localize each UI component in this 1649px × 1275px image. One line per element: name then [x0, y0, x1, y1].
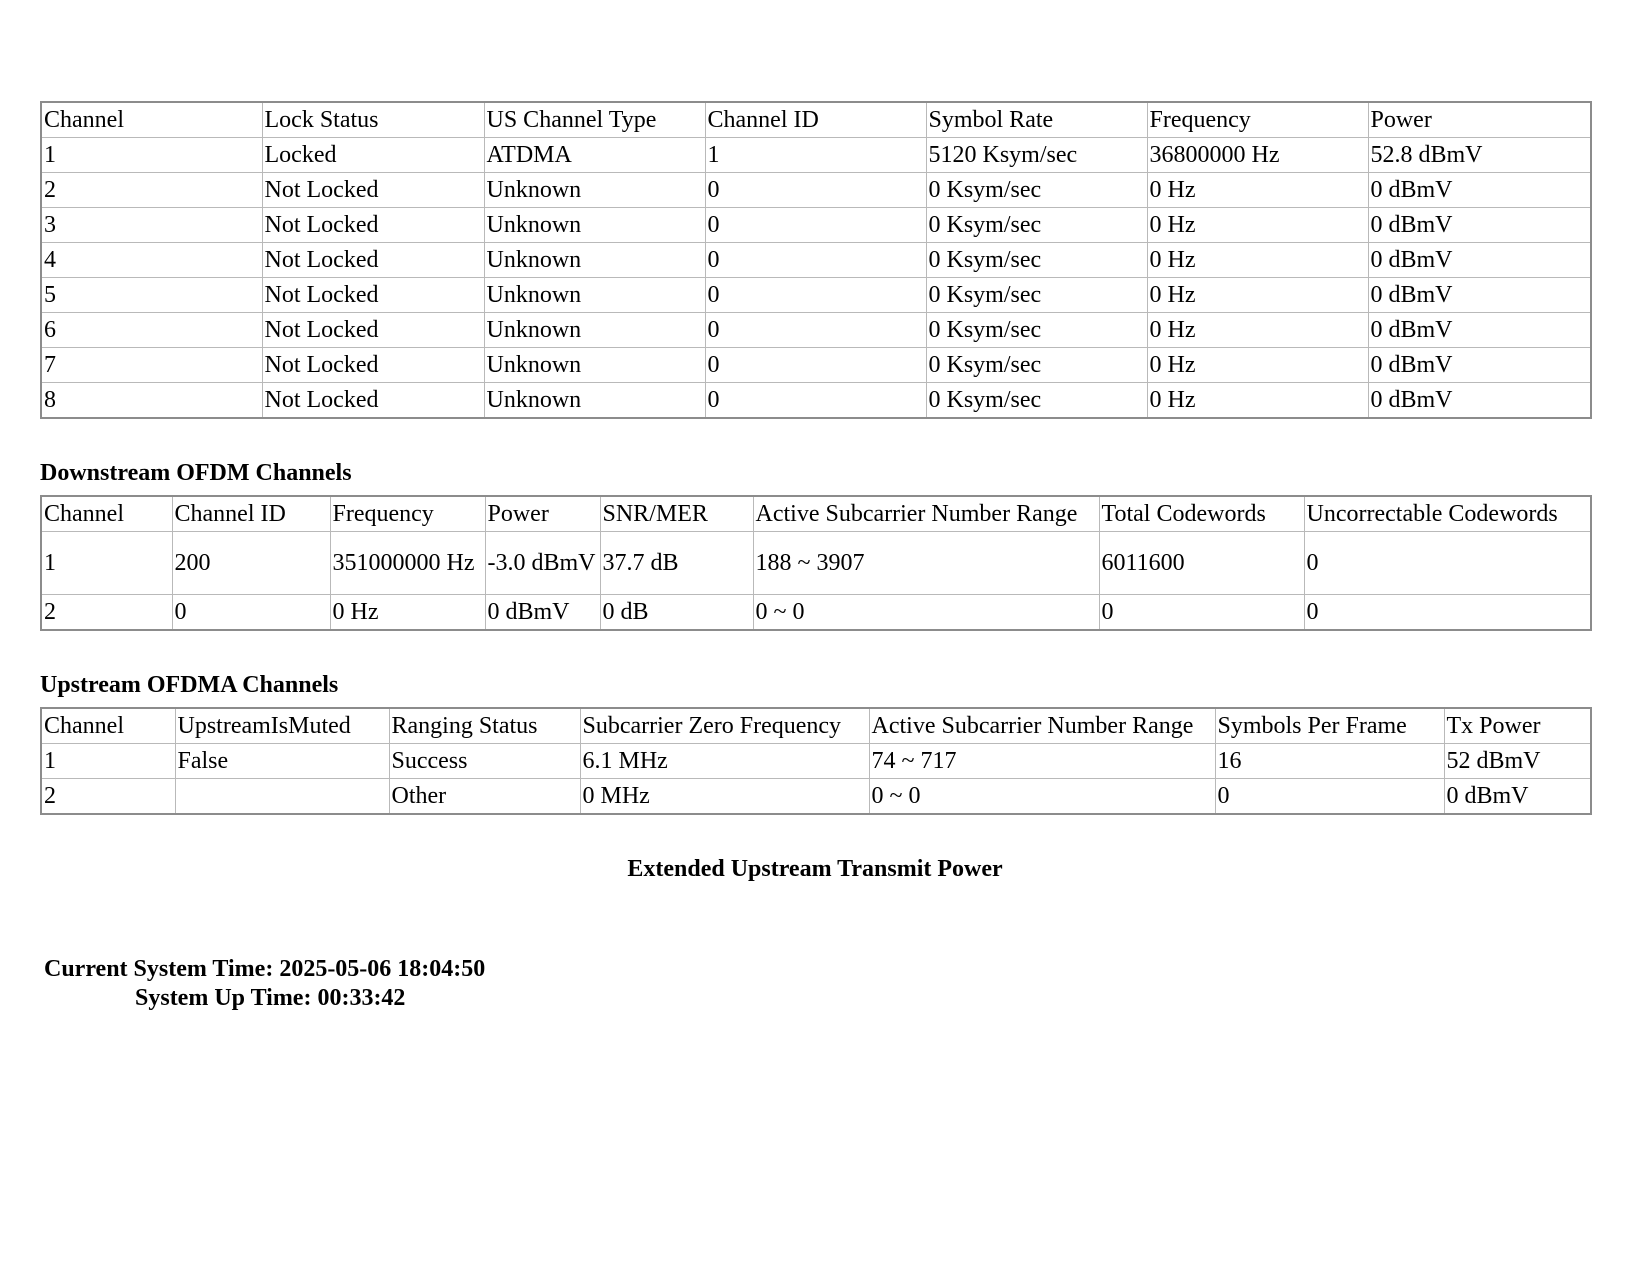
table-cell: Success [389, 744, 580, 779]
table-cell: 0 Hz [1147, 313, 1368, 348]
table-cell: 5120 Ksym/sec [926, 138, 1147, 173]
table-cell: Not Locked [262, 348, 484, 383]
table-cell: 1 [41, 138, 262, 173]
table-cell: 0 ~ 0 [869, 779, 1215, 815]
table-cell [175, 779, 389, 815]
table-cell: 0 dBmV [1444, 779, 1591, 815]
table-cell: 0 [705, 173, 926, 208]
table-row [41, 208, 1591, 243]
table-cell: 0 dBmV [1368, 173, 1591, 208]
table-cell: 0 Hz [1147, 348, 1368, 383]
column-header: Channel [41, 708, 175, 744]
table-cell: 0 Ksym/sec [926, 383, 1147, 419]
table-cell: 0 Ksym/sec [926, 313, 1147, 348]
table-cell: False [175, 744, 389, 779]
table-cell: 0 dBmV [1368, 243, 1591, 278]
table-cell: 0 Ksym/sec [926, 243, 1147, 278]
table-cell: 0 dBmV [1368, 383, 1591, 419]
table-cell: Not Locked [262, 313, 484, 348]
column-header: Channel ID [172, 496, 330, 532]
table-cell: 1 [41, 744, 175, 779]
column-header: Power [1368, 102, 1591, 138]
table-cell: 6011600 [1099, 532, 1304, 595]
table-cell: 0 [705, 208, 926, 243]
table-cell: 7 [41, 348, 262, 383]
table-cell: Not Locked [262, 208, 484, 243]
table-cell: Unknown [484, 208, 705, 243]
table-cell: 0 [1215, 779, 1444, 815]
table-cell: 0 Hz [1147, 208, 1368, 243]
table-row [41, 348, 1591, 383]
table-cell: 0 Ksym/sec [926, 208, 1147, 243]
table-cell: 2 [41, 595, 172, 631]
table-cell: Not Locked [262, 173, 484, 208]
table-cell: 0 Hz [1147, 243, 1368, 278]
table-cell: 1 [705, 138, 926, 173]
table-cell: 0 dBmV [1368, 313, 1591, 348]
table-cell: 0 Ksym/sec [926, 348, 1147, 383]
column-header: Ranging Status [389, 708, 580, 744]
table-cell: 0 Hz [1147, 278, 1368, 313]
table-cell: 1 [41, 532, 172, 595]
table-cell: 6.1 MHz [580, 744, 869, 779]
downstream-ofdm-title: Downstream OFDM Channels [40, 460, 352, 486]
table-cell: 0 [705, 243, 926, 278]
table-cell: 0 Ksym/sec [926, 173, 1147, 208]
table-cell: 4 [41, 243, 262, 278]
system-times [40, 955, 1590, 1013]
table-cell: 188 ~ 3907 [753, 532, 1099, 595]
table-row [41, 744, 1591, 779]
table-cell: Unknown [484, 313, 705, 348]
upstream-ofdma-table [40, 707, 1592, 815]
table-cell: Unknown [484, 173, 705, 208]
current-system-time: Current System Time: 2025-05-06 18:04:50 [44, 956, 486, 982]
column-header: Active Subcarrier Number Range [753, 496, 1099, 532]
table-cell: 2 [41, 779, 175, 815]
table-row [41, 138, 1591, 173]
table-cell: Not Locked [262, 383, 484, 419]
table-row [41, 243, 1591, 278]
column-header: Tx Power [1444, 708, 1591, 744]
table-cell: 8 [41, 383, 262, 419]
table-row [41, 779, 1591, 815]
upstream-ofdma-title: Upstream OFDMA Channels [40, 672, 339, 698]
table-cell: 200 [172, 532, 330, 595]
column-header: Symbols Per Frame [1215, 708, 1444, 744]
table-cell: -3.0 dBmV [485, 532, 600, 595]
table-cell: 0 dBmV [485, 595, 600, 631]
table-cell: 0 dBmV [1368, 208, 1591, 243]
table-cell: 16 [1215, 744, 1444, 779]
upstream-bonded-channels-table [40, 101, 1592, 419]
table-cell: 74 ~ 717 [869, 744, 1215, 779]
table-cell: Other [389, 779, 580, 815]
table-cell: 37.7 dB [600, 532, 753, 595]
table-cell: 5 [41, 278, 262, 313]
column-header: Channel ID [705, 102, 926, 138]
column-header: Subcarrier Zero Frequency [580, 708, 869, 744]
column-header: UpstreamIsMuted [175, 708, 389, 744]
downstream-ofdm-table [40, 495, 1592, 631]
table-row [41, 278, 1591, 313]
extended-upstream-transmit-power-title: Extended Upstream Transmit Power [627, 856, 1003, 882]
column-header: Total Codewords [1099, 496, 1304, 532]
table-cell: 0 dBmV [1368, 278, 1591, 313]
table-cell: 0 [1099, 595, 1304, 631]
table-row [41, 595, 1591, 631]
table-cell: 0 Hz [330, 595, 485, 631]
table-cell: 0 [705, 313, 926, 348]
table-cell: 0 MHz [580, 779, 869, 815]
table-cell: 0 dB [600, 595, 753, 631]
column-header: Uncorrectable Codewords [1304, 496, 1591, 532]
column-header: Channel [41, 102, 262, 138]
table-cell: Unknown [484, 348, 705, 383]
table-cell: Unknown [484, 243, 705, 278]
column-header: Power [485, 496, 600, 532]
table-cell: 0 Hz [1147, 383, 1368, 419]
table-cell: 351000000 Hz [330, 532, 485, 595]
table-cell: Unknown [484, 278, 705, 313]
column-header: Channel [41, 496, 172, 532]
column-header: SNR/MER [600, 496, 753, 532]
table-cell: 3 [41, 208, 262, 243]
table-cell: 2 [41, 173, 262, 208]
column-header: Active Subcarrier Number Range [869, 708, 1215, 744]
table-cell: 0 [705, 348, 926, 383]
table-cell: 0 [705, 383, 926, 419]
table-row [41, 173, 1591, 208]
table-cell: 52 dBmV [1444, 744, 1591, 779]
table-header-row [41, 708, 1591, 744]
table-cell: 0 [1304, 532, 1591, 595]
column-header: US Channel Type [484, 102, 705, 138]
column-header: Lock Status [262, 102, 484, 138]
table-cell: 52.8 dBmV [1368, 138, 1591, 173]
table-cell: Locked [262, 138, 484, 173]
table-cell: 6 [41, 313, 262, 348]
system-up-time: System Up Time: 00:33:42 [135, 985, 406, 1011]
column-header: Frequency [330, 496, 485, 532]
table-cell: 0 [1304, 595, 1591, 631]
table-row [41, 313, 1591, 348]
table-row [41, 383, 1591, 419]
table-cell: 0 [705, 278, 926, 313]
table-row [41, 532, 1591, 595]
column-header: Symbol Rate [926, 102, 1147, 138]
table-cell: 0 dBmV [1368, 348, 1591, 383]
column-header: Frequency [1147, 102, 1368, 138]
table-cell: 0 ~ 0 [753, 595, 1099, 631]
table-cell: ATDMA [484, 138, 705, 173]
table-cell: 0 Hz [1147, 173, 1368, 208]
table-cell: 36800000 Hz [1147, 138, 1368, 173]
table-cell: 0 Ksym/sec [926, 278, 1147, 313]
table-header-row [41, 496, 1591, 532]
table-cell: 0 [172, 595, 330, 631]
table-cell: Not Locked [262, 278, 484, 313]
table-cell: Unknown [484, 383, 705, 419]
page [40, 101, 1590, 1013]
table-cell: Not Locked [262, 243, 484, 278]
table-header-row [41, 102, 1591, 138]
